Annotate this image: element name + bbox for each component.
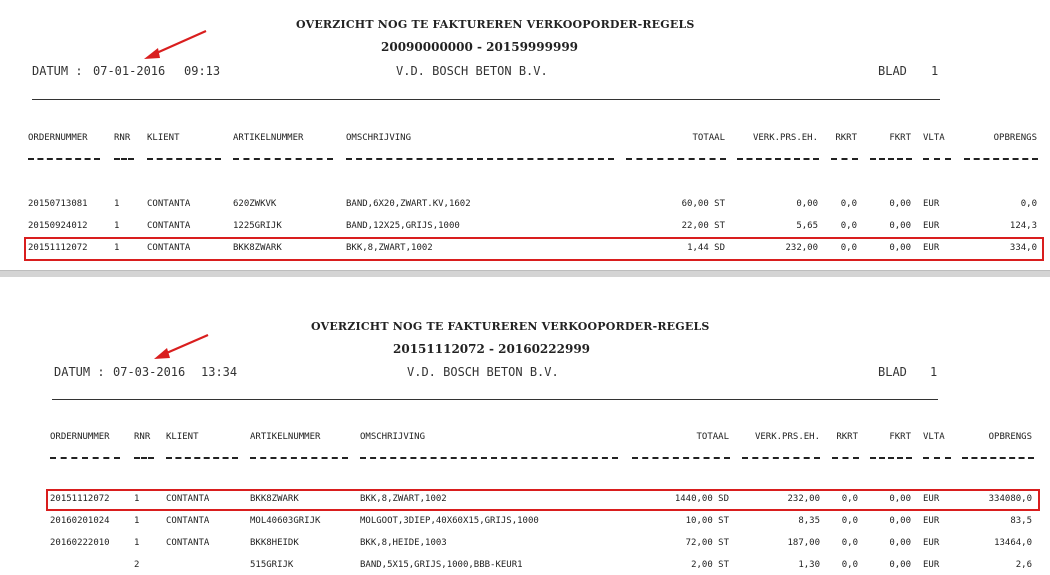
column-header-opbrengs: OPBRENGS [988, 432, 1032, 442]
table-cell-klient: CONTANTA [147, 199, 191, 209]
table-cell-opbrengs: 0,0 [1020, 199, 1037, 209]
column-underline [831, 158, 858, 162]
table-cell-rkrt: 0,0 [840, 243, 857, 253]
column-underline [50, 457, 120, 461]
table-cell-vlta: EUR [923, 199, 940, 209]
table-cell-vlta: EUR [923, 516, 940, 526]
column-underline [962, 457, 1034, 461]
table-cell-rnr: 1 [134, 494, 140, 504]
table-cell-totaal: 10,00 ST [685, 516, 729, 526]
table-cell-klient: CONTANTA [147, 243, 191, 253]
table-cell-rnr: 1 [114, 243, 120, 253]
report-2 [0, 280, 1050, 575]
table-cell-opbrengs: 13464,0 [994, 538, 1032, 548]
table-cell-order: 20151112072 [50, 494, 110, 504]
table-cell-artikel: BKK8HEIDK [250, 538, 299, 548]
column-underline [134, 457, 154, 461]
table-cell-order: 20150713081 [28, 199, 88, 209]
table-cell-totaal: 1440,00 SD [674, 494, 729, 504]
table-cell-totaal: 72,00 ST [685, 538, 729, 548]
table-cell-vlta: EUR [923, 538, 940, 548]
column-header-totaal: TOTAAL [696, 432, 729, 442]
table-cell-fkrt: 0,00 [889, 494, 911, 504]
table-cell-order: 20151112072 [28, 243, 88, 253]
column-header-omschrijving: OMSCHRIJVING [346, 133, 412, 143]
column-header-order: ORDERNUMMER [50, 432, 110, 442]
column-header-vlta: VLTA [923, 133, 945, 143]
column-header-fkrt: FKRT [889, 133, 911, 143]
table-cell-prijs: 232,00 [785, 243, 818, 253]
column-header-prijs: VERK.PRS.EH. [754, 432, 820, 442]
column-header-klient: KLIENT [166, 432, 199, 442]
column-header-artikel: ARTIKELNUMMER [233, 133, 304, 143]
table-cell-artikel: 1225GRIJK [233, 221, 282, 231]
column-underline [233, 158, 333, 162]
red-arrow-icon [140, 28, 210, 62]
column-underline [832, 457, 859, 461]
company-name: V.D. BOSCH BETON B.V. [396, 64, 548, 78]
table-cell-totaal: 60,00 ST [681, 199, 725, 209]
report-time: 13:34 [201, 365, 238, 379]
table-cell-rnr: 1 [114, 199, 120, 209]
column-header-opbrengs: OPBRENGS [993, 133, 1037, 143]
order-range: 20090000000 - 20159999999 [381, 40, 579, 54]
table-cell-rkrt: 0,0 [841, 560, 858, 570]
table-cell-fkrt: 0,00 [889, 243, 911, 253]
table-cell-artikel: BKK8ZWARK [233, 243, 282, 253]
column-header-vlta: VLTA [923, 432, 945, 442]
table-cell-klient: CONTANTA [166, 494, 210, 504]
column-underline [626, 158, 726, 162]
column-underline [923, 158, 951, 162]
column-underline [870, 158, 912, 162]
table-cell-vlta: EUR [923, 494, 940, 504]
table-cell-fkrt: 0,00 [889, 538, 911, 548]
table-cell-opbrengs: 334080,0 [988, 494, 1032, 504]
table-cell-omschrijving: BAND,12X25,GRIJS,1000 [346, 221, 460, 231]
report-1 [0, 0, 1050, 271]
column-header-klient: KLIENT [147, 133, 180, 143]
table-cell-fkrt: 0,00 [889, 516, 911, 526]
table-cell-vlta: EUR [923, 221, 940, 231]
column-underline [964, 158, 1038, 162]
column-underline [147, 158, 221, 162]
column-header-omschrijving: OMSCHRIJVING [360, 432, 426, 442]
report-title: OVERZICHT NOG TE FAKTUREREN VERKOOPORDER-REGELS [296, 18, 695, 31]
table-cell-fkrt: 0,00 [889, 560, 911, 570]
table-cell-artikel: 620ZWKVK [233, 199, 277, 209]
table-cell-omschrijving: BAND,6X20,ZWART.KV,1602 [346, 199, 471, 209]
column-underline [737, 158, 819, 162]
table-cell-omschrijving: BKK,8,ZWART,1002 [360, 494, 447, 504]
column-header-prijs: VERK.PRS.EH. [752, 133, 818, 143]
table-cell-artikel: MOL40603GRIJK [250, 516, 321, 526]
table-cell-artikel: BKK8ZWARK [250, 494, 299, 504]
table-cell-totaal: 1,44 SD [687, 243, 725, 253]
table-cell-rkrt: 0,0 [841, 538, 858, 548]
table-cell-rnr: 1 [114, 221, 120, 231]
report-title: OVERZICHT NOG TE FAKTUREREN VERKOOPORDER-REGELS [311, 320, 710, 333]
table-cell-klient: CONTANTA [166, 516, 210, 526]
column-underline [870, 457, 912, 461]
blad-label: BLAD [878, 64, 907, 78]
column-underline [923, 457, 951, 461]
datum-label: DATUM : [32, 64, 83, 78]
table-cell-opbrengs: 334,0 [1009, 243, 1037, 253]
table-cell-totaal: 22,00 ST [681, 221, 725, 231]
header-rule [52, 399, 938, 400]
table-cell-fkrt: 0,00 [889, 221, 911, 231]
table-cell-order: 20160201024 [50, 516, 110, 526]
table-cell-artikel: 515GRIJK [250, 560, 294, 570]
table-cell-order: 20160222010 [50, 538, 110, 548]
screenshot-divider [0, 270, 1050, 277]
table-cell-prijs: 1,30 [798, 560, 820, 570]
table-cell-klient: CONTANTA [166, 538, 210, 548]
table-cell-omschrijving: MOLGOOT,3DIEP,40X60X15,GRIJS,1000 [360, 516, 539, 526]
report-time: 09:13 [184, 64, 221, 78]
report-date: 07-01-2016 [93, 64, 166, 78]
table-cell-prijs: 0,00 [796, 199, 818, 209]
order-range: 20151112072 - 20160222999 [393, 342, 591, 356]
column-header-rkrt: RKRT [835, 133, 857, 143]
table-cell-fkrt: 0,00 [889, 199, 911, 209]
table-cell-prijs: 8,35 [798, 516, 820, 526]
table-cell-rnr: 2 [134, 560, 140, 570]
header-rule [32, 99, 940, 100]
column-underline [250, 457, 348, 461]
column-header-fkrt: FKRT [889, 432, 911, 442]
table-cell-rkrt: 0,0 [840, 221, 857, 231]
column-header-artikel: ARTIKELNUMMER [250, 432, 321, 442]
table-cell-rnr: 1 [134, 538, 140, 548]
table-cell-prijs: 5,65 [796, 221, 818, 231]
table-cell-prijs: 187,00 [787, 538, 820, 548]
table-cell-klient: CONTANTA [147, 221, 191, 231]
table-cell-rkrt: 0,0 [841, 516, 858, 526]
report-date: 07-03-2016 [113, 365, 186, 379]
column-header-totaal: TOTAAL [692, 133, 725, 143]
company-name: V.D. BOSCH BETON B.V. [407, 365, 559, 379]
table-cell-opbrengs: 124,3 [1009, 221, 1037, 231]
blad-number: 1 [930, 365, 938, 379]
column-header-order: ORDERNUMMER [28, 133, 88, 143]
column-underline [346, 158, 614, 162]
table-cell-omschrijving: BAND,5X15,GRIJS,1000,BBB-KEUR1 [360, 560, 523, 570]
column-header-rkrt: RKRT [836, 432, 858, 442]
table-cell-rkrt: 0,0 [840, 199, 857, 209]
table-cell-rnr: 1 [134, 516, 140, 526]
column-underline [360, 457, 618, 461]
table-cell-opbrengs: 2,6 [1015, 560, 1032, 570]
table-cell-opbrengs: 83,5 [1010, 516, 1032, 526]
column-underline [114, 158, 134, 162]
table-cell-totaal: 2,00 ST [691, 560, 729, 570]
blad-number: 1 [931, 64, 939, 78]
table-cell-prijs: 232,00 [787, 494, 820, 504]
table-cell-rkrt: 0,0 [841, 494, 858, 504]
datum-label: DATUM : [54, 365, 105, 379]
red-arrow-icon [150, 332, 212, 362]
column-underline [166, 457, 238, 461]
column-underline [632, 457, 730, 461]
table-cell-vlta: EUR [923, 243, 940, 253]
table-cell-omschrijving: BKK,8,HEIDE,1003 [360, 538, 447, 548]
column-underline [742, 457, 820, 461]
column-header-rnr: RNR [134, 432, 151, 442]
column-header-rnr: RNR [114, 133, 131, 143]
table-cell-vlta: EUR [923, 560, 940, 570]
blad-label: BLAD [878, 365, 907, 379]
table-cell-omschrijving: BKK,8,ZWART,1002 [346, 243, 433, 253]
column-underline [28, 158, 100, 162]
table-cell-order: 20150924012 [28, 221, 88, 231]
